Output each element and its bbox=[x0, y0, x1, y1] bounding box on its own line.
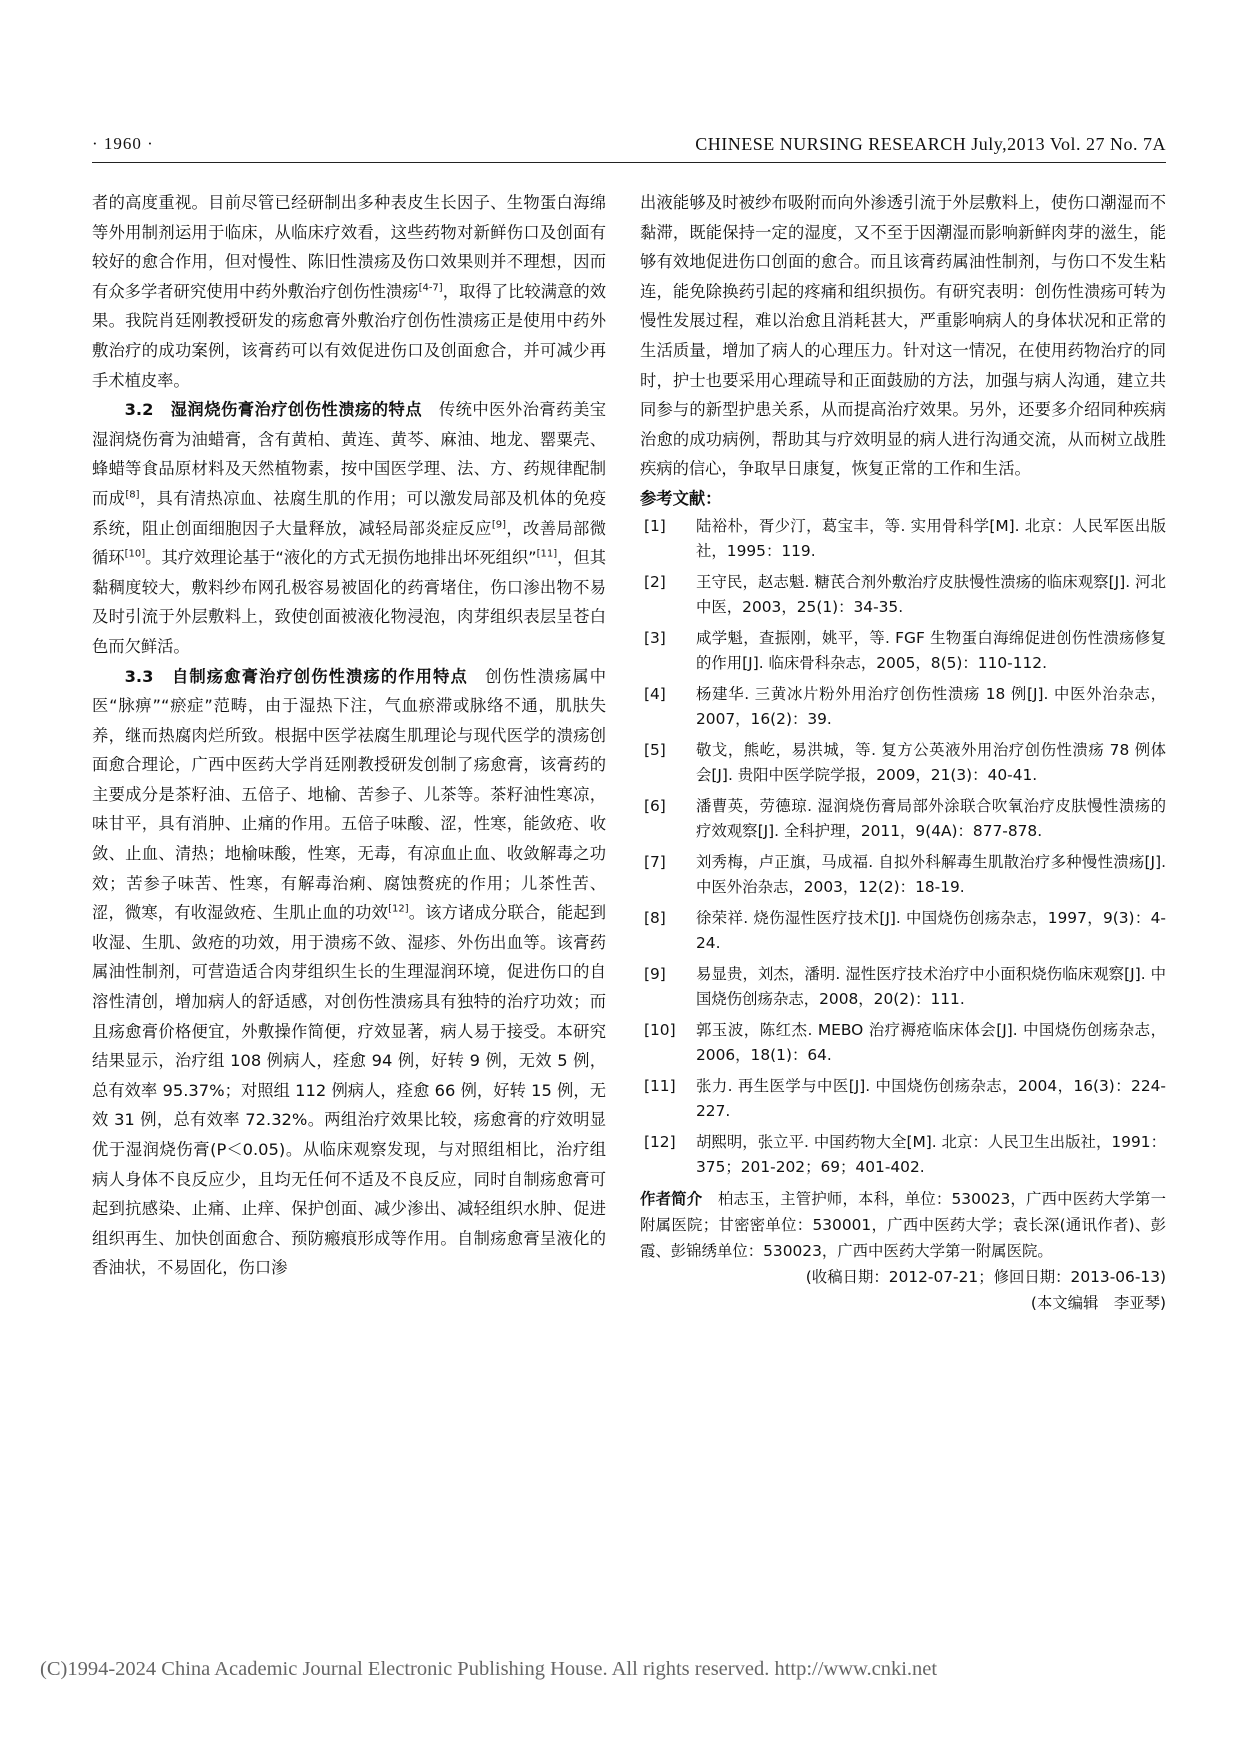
reference-text: 咸学魁，查振刚，姚平，等. FGF 生物蛋白海绵促进创伤性溃疡修复的作用[J]. 临床骨科杂志，2005，8(5)：110-112. bbox=[696, 628, 1166, 673]
reference-number: [3] bbox=[644, 628, 666, 647]
author-text: 柏志玉，主管护师，本科，单位：530023，广西中医药大学第一附属医院；甘密密单位：530001，广西中医药大学；袁长深(通讯作者)、彭霞、彭锦绣单位：530023，广西中医药大学第一附属医院。 bbox=[640, 1189, 1166, 1260]
citation: [12] bbox=[388, 903, 409, 915]
left-column bbox=[92, 188, 606, 1283]
copyright-footer: (C)1994-2024 China Academic Journal Electronic Publishing House. All rights reserved. http://www.cnki.net bbox=[40, 1658, 938, 1680]
text-run: 者的高度重视。目前尽管已经研制出多种表皮生长因子、生物蛋白海绵等外用制剂运用于临床，从临床疗效看，这些药物对新鲜伤口及创面有较好的愈合作用，但对慢性、陈旧性溃疡及伤口效果则并不理想，因而有众多学者研究使用中药外敷治疗创伤性溃疡 bbox=[92, 193, 606, 301]
reference-text: 王守民，赵志魁. 糖芪合剂外敷治疗皮肤慢性溃疡的临床观察[J]. 河北中医，2003，25(1)：34-35. bbox=[696, 572, 1166, 617]
author-info bbox=[640, 1186, 1166, 1264]
reference-text: 徐荣祥. 烧伤湿性医疗技术[J]. 中国烧伤创疡杂志，1997，9(3)：4-24. bbox=[696, 908, 1166, 953]
citation: [8] bbox=[125, 489, 140, 501]
reference-text: 杨建华. 三黄冰片粉外用治疗创伤性溃疡 18 例[J]. 中医外治杂志，2007，16(2)：39. bbox=[696, 684, 1166, 729]
reference-text: 刘秀梅，卢正旗，马成福. 自拟外科解毒生肌散治疗多种慢性溃疡[J]. 中医外治杂志，2003，12(2)：18-19. bbox=[696, 852, 1166, 897]
reference-number: [4] bbox=[644, 684, 666, 703]
text-run: ，但其黏稠度较大，敷料纱布网孔极容易被固化的药膏堵住，伤口渗出物不易及时引流于外层敷料上，致使创面被液化物浸泡，肉芽组织表层呈苍白色而欠鲜活。 bbox=[92, 548, 606, 656]
reference-item bbox=[640, 850, 1166, 901]
text-run: 。其疗效理论基于“液化的方式无损伤地排出坏死组织” bbox=[145, 548, 537, 568]
section-heading: 3.3 自制疡愈膏治疗创伤性溃疡的作用特点 bbox=[124, 666, 468, 686]
reference-number: [7] bbox=[644, 852, 666, 871]
reference-text: 敬戈，熊屹，易洪城，等. 复方公英液外用治疗创伤性溃疡 78 例体会[J]. 贵阳中医学院学报，2009，21(3)：40-41. bbox=[696, 740, 1166, 785]
reference-item bbox=[640, 794, 1166, 845]
text-run: 传统中医外治膏药美宝湿润烧伤膏为油蜡膏，含有黄柏、黄连、黄芩、麻油、地龙、罂粟壳、蜂蜡等食品原材料及天然植物素，按中国医学理、法、方、药规律配制而成 bbox=[92, 400, 606, 508]
section-heading: 3.2 湿润烧伤膏治疗创伤性溃疡的特点 bbox=[124, 400, 423, 420]
reference-item bbox=[640, 738, 1166, 789]
text-run: 创伤性溃疡属中医“脉痹”“瘀症”范畴，由于湿热下注，气血瘀滞或脉络不通，肌肤失养，继而热腐肉烂所致。根据中医学祛腐生肌理论与现代医学的溃疡创面愈合理论，广西中医药大学肖廷刚教授研发创制了疡愈膏，该膏药的主要成分是茶籽油、五倍子、地榆、苦参子、儿茶等。茶籽油性寒凉，味甘平，具有消肿、止痛的作用。五倍子味酸、涩，性寒，能敛疮、收敛、止血、清热；地榆味酸，性寒，无毒，有凉血止血、收敛解毒之功效；苦参子味苦、性寒，有解毒治痢、腐蚀赘疣的作用；儿茶性苦、涩，微寒，有收湿敛疮、生肌止血的功效 bbox=[92, 666, 606, 923]
section-3-3 bbox=[92, 662, 606, 1283]
journal-header: CHINESE NURSING RESEARCH July,2013 Vol. 27 No. 7A bbox=[695, 134, 1166, 154]
paragraph-continued: 出液能够及时被纱布吸附而向外渗透引流于外层敷料上，使伤口潮湿而不黏滞，既能保持一定的湿度，又不至于因潮湿而影响新鲜肉芽的滋生，能够有效地促进伤口创面的愈合。而且该膏药属油性制剂，与伤口不发生粘连，能免除换药引起的疼痛和组织损伤。有研究表明：创伤性溃疡可转为慢性发展过程，难以治愈且消耗甚大，严重影响病人的身体状况和正常的生活质量，增加了病人的心理压力。针对这一情况，在使用药物治疗的同时，护士也要采用心理疏导和正面鼓励的方法，加强与病人沟通，建立共同参与的新型护患关系，从而提高治疗效果。另外，还要多介绍同种疾病治愈的成功病例，帮助其与疗效明显的病人进行沟通交流，从而树立战胜疾病的信心，争取早日康复，恢复正常的工作和生活。 bbox=[640, 193, 1166, 479]
reference-text: 易显贵，刘杰，潘明. 湿性医疗技术治疗中小面积烧伤临床观察[J]. 中国烧伤创疡杂志，2008，20(2)：111. bbox=[696, 964, 1166, 1009]
reference-number: [9] bbox=[644, 964, 666, 983]
citation: [4-7] bbox=[418, 282, 443, 294]
reference-number: [11] bbox=[644, 1076, 676, 1095]
reference-number: [10] bbox=[644, 1020, 676, 1039]
reference-item bbox=[640, 570, 1166, 621]
reference-number: [6] bbox=[644, 796, 666, 815]
reference-number: [1] bbox=[644, 516, 666, 535]
text-run: ，改善局部微循环 bbox=[92, 518, 606, 568]
reference-number: [12] bbox=[644, 1132, 676, 1151]
citation: [9] bbox=[491, 519, 507, 531]
text-run: ，取得了比较满意的效果。我院肖廷刚教授研发的疡愈膏外敷治疗创伤性溃疡正是使用中药外敷治疗的成功案例，该膏药可以有效促进伤口及创面愈合，并可减少再手术植皮率。 bbox=[92, 281, 606, 390]
reference-item bbox=[640, 1130, 1166, 1181]
reference-text: 张力. 再生医学与中医[J]. 中国烧伤创疡杂志，2004，16(3)：224-227. bbox=[696, 1076, 1166, 1121]
citation: [10] bbox=[124, 548, 146, 560]
reference-text: 陆裕朴，胥少汀，葛宝丰，等. 实用骨科学[M]. 北京：人民军医出版社，1995：119. bbox=[696, 516, 1166, 561]
reference-item bbox=[640, 906, 1166, 957]
text-run: ，具有清热凉血、祛腐生肌的作用；可以激发局部及机体的免疫系统，阻止创面细胞因子大量释放，减轻局部炎症反应 bbox=[92, 488, 606, 538]
reference-item bbox=[640, 682, 1166, 733]
paragraph-continued bbox=[92, 188, 606, 395]
reference-item bbox=[640, 962, 1166, 1013]
text-run: 。该方诸成分联合，能起到收湿、生肌、敛疮的功效，用于溃疡不敛、湿疹、外伤出血等。该膏药属油性制剂，可营造适合肉芽组织生长的生理湿润环境，促进伤口的自溶性清创，增加病人的舒适感，对创伤性溃疡具有独特的治疗功效；而且疡愈膏价格便宜，外敷操作简便，疗效显著，病人易于接受。本研究结果显示，治疗组 108 例病人，痊愈 94 例，好转 9 例，无效 5 例，总有效率 95.37%；对照组 112 例病人，痊愈 66 例，好转 15 例，无效 31 例，总有效率 72.32%。两组治疗效果比较，疡愈膏的疗效明显优于湿润烧伤膏(P＜0.05)。从临床观察发现，与对照组相比，治疗组病人身体不良反应少，且均无任何不适及不良反应，同时自制疡愈膏可起到抗感染、止痛、止痒、保护创面、减少渗出、减轻组织水肿、促进组织再生、加快创面愈合、预防瘢痕形成等作用。自制疡愈膏呈液化的香油状，不易固化，伤口渗 bbox=[92, 903, 606, 1278]
author-label: 作者简介 bbox=[640, 1189, 703, 1208]
page-number: · 1960 · bbox=[92, 134, 154, 153]
reference-text: 胡熙明，张立平. 中国药物大全[M]. 北京：人民卫生出版社，1991：375；201-202；69；401-402. bbox=[696, 1132, 1166, 1177]
reference-text: 郭玉波，陈红杰. MEBO 治疗褥疮临床体会[J]. 中国烧伤创疡杂志，2006，18(1)：64. bbox=[696, 1020, 1166, 1065]
reference-item bbox=[640, 626, 1166, 677]
section-3-2 bbox=[92, 395, 606, 661]
header-rule bbox=[92, 162, 1166, 163]
reference-number: [8] bbox=[644, 908, 666, 927]
right-column bbox=[640, 188, 1166, 1316]
received-dates: (收稿日期：2012-07-21；修回日期：2013-06-13) bbox=[805, 1267, 1166, 1286]
reference-text: 潘曹英，劳德琼. 湿润烧伤膏局部外涂联合吹氧治疗皮肤慢性溃疡的疗效观察[J]. 全科护理，2011，9(4A)：877-878. bbox=[696, 796, 1166, 841]
references-title: 参考文献： bbox=[640, 488, 722, 508]
reference-item bbox=[640, 514, 1166, 565]
citation: [11] bbox=[536, 548, 558, 560]
reference-item bbox=[640, 1018, 1166, 1069]
reference-item bbox=[640, 1074, 1166, 1125]
reference-list bbox=[640, 514, 1166, 1181]
editor-credit: (本文编辑 李亚琴) bbox=[1030, 1293, 1166, 1312]
reference-number: [5] bbox=[644, 740, 666, 759]
reference-number: [2] bbox=[644, 572, 666, 591]
